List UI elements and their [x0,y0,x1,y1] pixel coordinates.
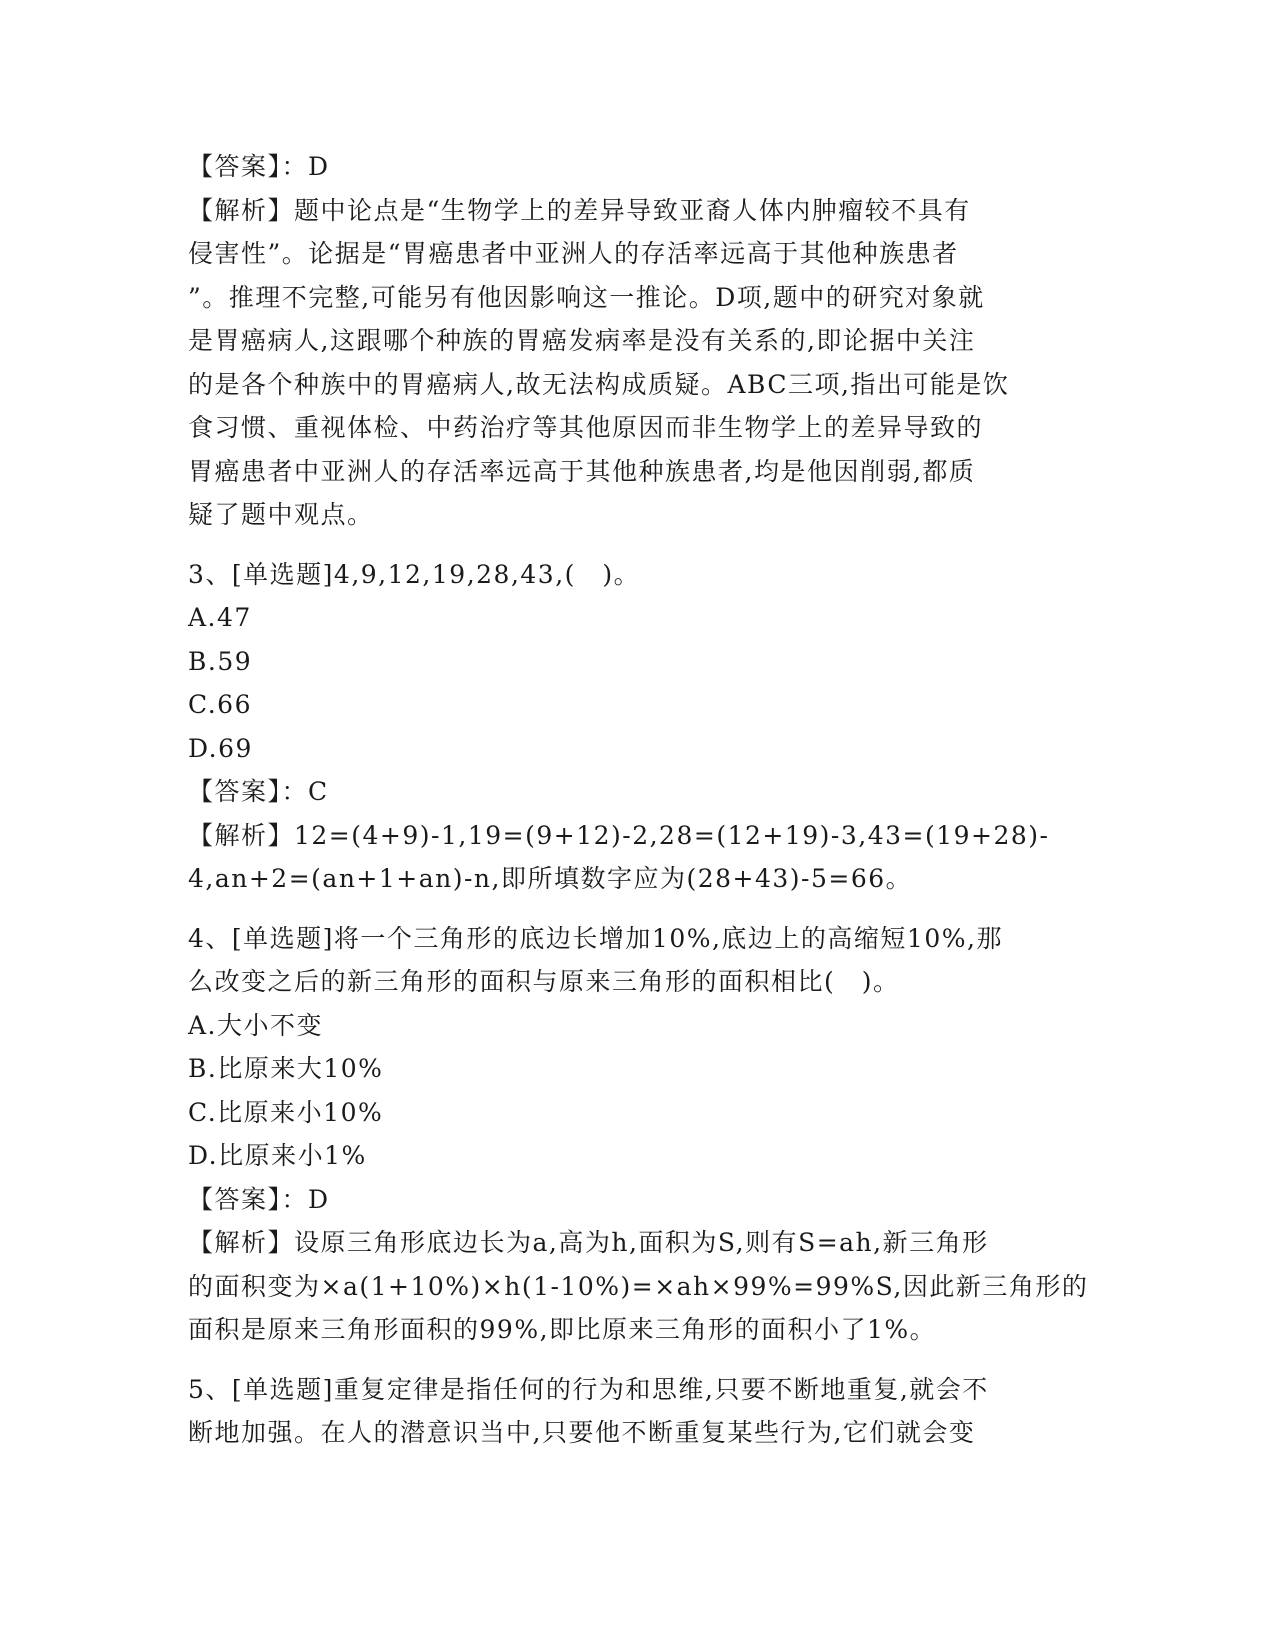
q2-analysis-line: 侵害性”。论据是“胃癌患者中亚洲人的存活率远高于其他种族患者 [188,239,959,268]
q2-analysis-line: 胃癌患者中亚洲人的存活率远高于其他种族患者,均是他因削弱,都质 [188,456,976,486]
q4-option-d: D.比原来小1% [188,1141,367,1170]
question-5-block [188,1368,1088,1455]
q3-analysis-line: 4,an+2=(an+1+an)-n,即所填数字应为(28+43)-5=66。 [188,864,913,893]
document-page [188,145,1088,1455]
q4-analysis-line: 【解析】设原三角形底边长为a,高为h,面积为S,则有S=ah,新三角形 [188,1228,989,1257]
q3-option-a: A.47 [188,603,252,632]
question-4-block [188,917,1088,1352]
q4-analysis-line: 面积是原来三角形面积的99%,即比原来三角形的面积小了1%。 [188,1315,937,1344]
q3-option-d: D.69 [188,733,253,763]
q2-analysis-line: 是胃癌病人,这跟哪个种族的胃癌发病率是没有关系的,即论据中关注 [188,326,976,355]
question-3-block [188,553,1088,901]
q2-analysis-line: 食习惯、重视体检、中药治疗等其他原因而非生物学上的差异导致的 [188,413,984,442]
q4-answer: 【答案】：D [188,1184,330,1214]
q5-question-line: 断地加强。在人的潜意识当中,只要他不断重复某些行为,它们就会变 [188,1418,976,1447]
question-2-block [188,145,1088,537]
q3-option-c: C.66 [188,690,252,719]
q4-question-line: 4、[单选题]将一个三角形的底边长增加10%,底边上的高缩短10%,那 [188,923,1003,953]
q4-analysis-line: 的面积变为×a(1+10%)×h(1-10%)=×ah×99%=99%S,因此新三角形的 [188,1271,1089,1301]
q4-option-b: B.比原来大10% [188,1054,384,1083]
q3-analysis-line: 【解析】12=(4+9)-1,19=(9+12)-2,28=(12+19)-3,43=(19+28)- [188,820,1050,850]
q3-answer: 【答案】：C [188,777,329,806]
q4-option-a: A.大小不变 [188,1010,324,1040]
q2-answer: 【答案】：D [188,152,330,181]
q3-question: 3、[单选题]4,9,12,19,28,43,( )。 [188,559,641,589]
q5-question-line: 5、[单选题]重复定律是指任何的行为和思维,只要不断地重复,就会不 [188,1374,989,1404]
q2-analysis-line: 疑了题中观点。 [188,500,374,529]
q4-option-c: C.比原来小10% [188,1097,384,1127]
q2-analysis-line: 的是各个种族中的胃癌病人,故无法构成质疑。ABC三项,指出可能是饮 [188,369,1010,399]
q2-analysis-line: ”。推理不完整,可能另有他因影响这一推论。D项,题中的研究对象就 [188,282,985,312]
q2-analysis-line: 【解析】题中论点是“生物学上的差异导致亚裔人体内肿瘤较不具有 [188,195,971,225]
q3-option-b: B.59 [188,646,253,676]
q4-question-line: 么改变之后的新三角形的面积与原来三角形的面积相比( )。 [188,967,900,996]
